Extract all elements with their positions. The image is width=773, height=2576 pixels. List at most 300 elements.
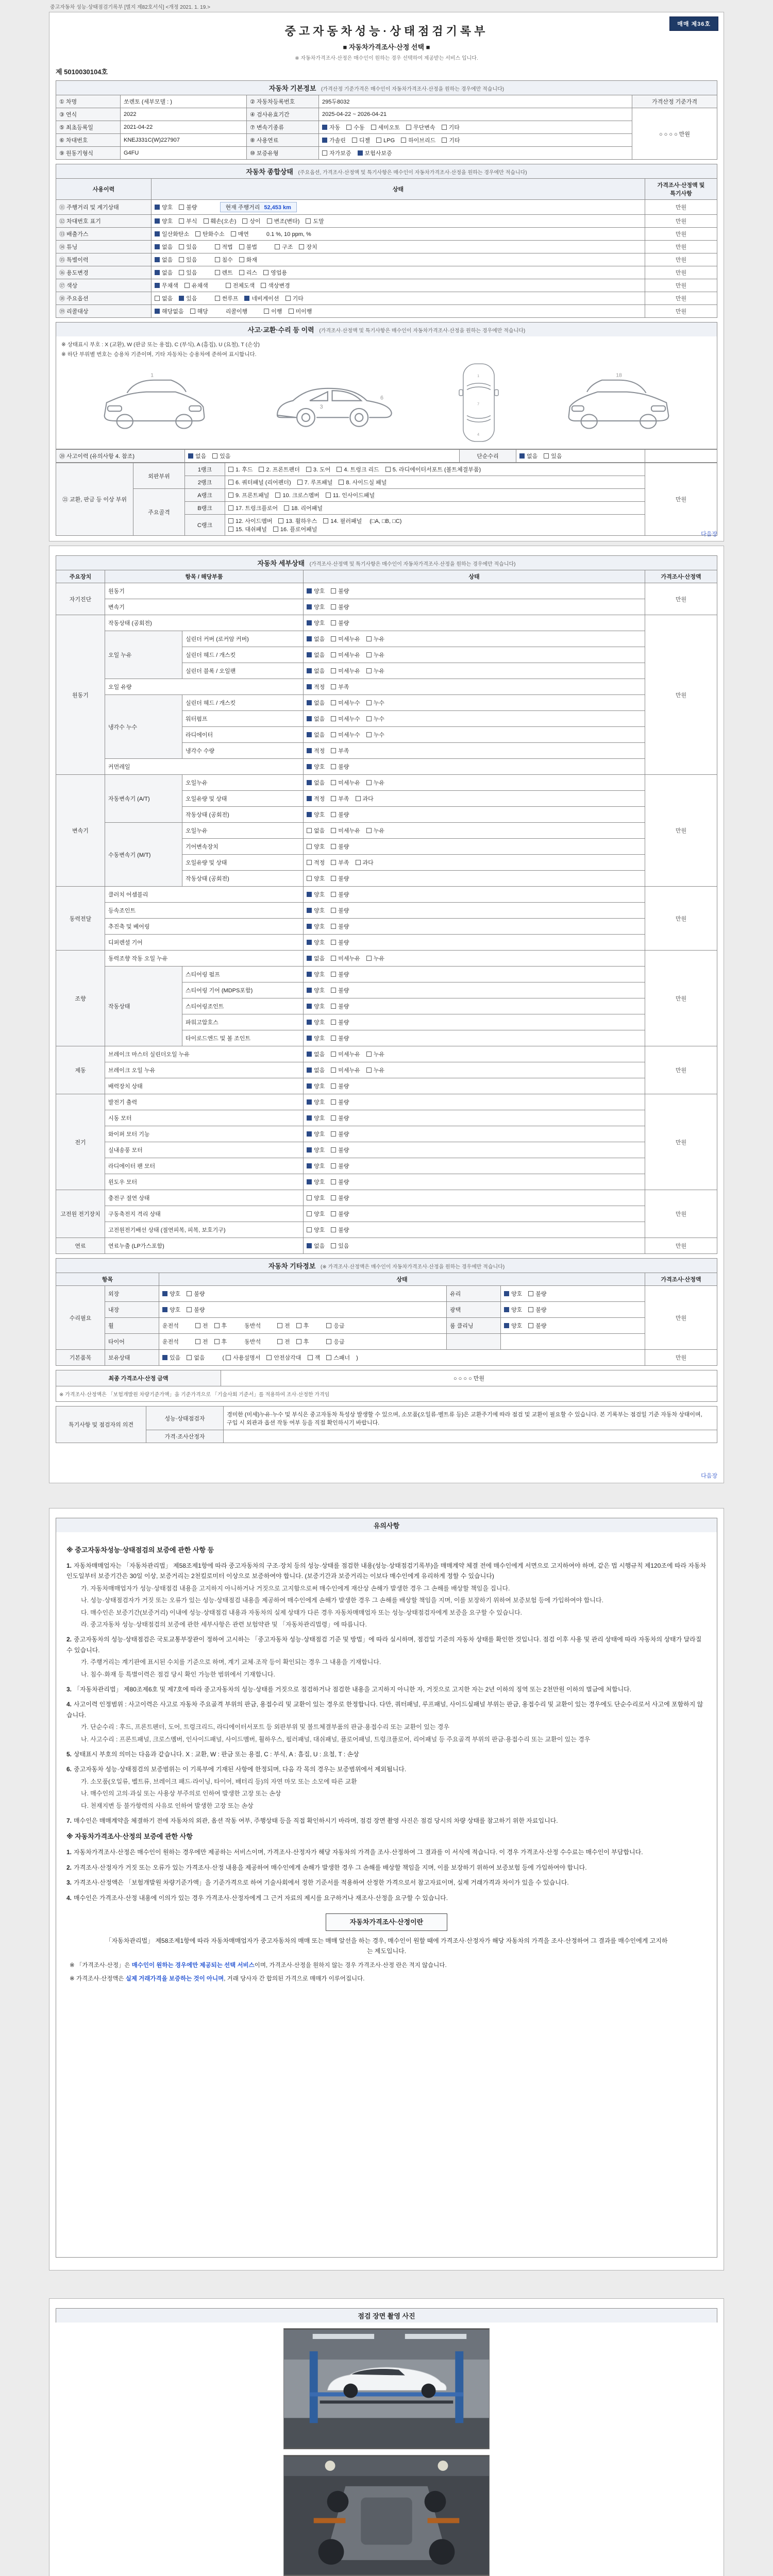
checkbox-option[interactable]: 적법 — [215, 243, 233, 251]
checkbox-option[interactable]: 적정 — [307, 794, 325, 803]
checkbox-option[interactable]: 없음 — [307, 778, 325, 787]
checkbox[interactable] — [307, 732, 312, 737]
checkbox[interactable] — [307, 636, 312, 641]
checkbox-option[interactable]: 불량 — [331, 603, 349, 611]
checkbox[interactable] — [406, 125, 411, 130]
checkbox[interactable] — [195, 1339, 200, 1344]
checkbox-option[interactable]: 썬루프 — [215, 294, 239, 302]
checkbox[interactable] — [266, 1355, 272, 1360]
checkbox[interactable] — [544, 453, 549, 459]
checkbox-option[interactable]: 있음 — [179, 243, 197, 251]
checkbox-option[interactable]: 기타 — [442, 136, 460, 144]
checkbox[interactable] — [331, 604, 336, 609]
checkbox-option[interactable]: 13. 휠하우스 — [278, 517, 317, 525]
checkbox[interactable] — [307, 844, 312, 849]
checkbox-option[interactable]: 2. 프론트펜더 — [259, 465, 299, 473]
checkbox-option[interactable]: 과다 — [356, 794, 374, 803]
checkbox[interactable] — [285, 296, 291, 301]
checkbox-option[interactable]: 불량 — [179, 203, 197, 211]
checkbox[interactable] — [307, 620, 312, 625]
checkbox[interactable] — [331, 940, 336, 945]
checkbox[interactable] — [331, 1195, 336, 1200]
checkbox[interactable] — [331, 1179, 336, 1184]
checkbox[interactable] — [331, 908, 336, 913]
checkbox-option[interactable]: 불량 — [331, 587, 349, 595]
checkbox[interactable] — [366, 956, 372, 961]
checkbox-option[interactable]: 없음 — [155, 294, 173, 302]
checkbox-option[interactable]: 없음 — [307, 699, 325, 707]
checkbox[interactable] — [352, 138, 357, 143]
checkbox[interactable] — [307, 1131, 312, 1137]
checkbox-option[interactable]: 누수 — [366, 699, 384, 707]
checkbox[interactable] — [307, 780, 312, 785]
checkbox-option[interactable]: 상이 — [242, 217, 260, 225]
checkbox[interactable] — [331, 716, 336, 721]
checkbox-option[interactable]: 사용설명서 — [226, 1353, 260, 1362]
checkbox-option[interactable]: 미세누수 — [331, 699, 360, 707]
checkbox-option[interactable]: 불량 — [187, 1306, 205, 1314]
checkbox[interactable] — [331, 684, 336, 689]
next-page-link[interactable]: 다음장 — [701, 531, 717, 537]
checkbox-option[interactable]: 양호 — [307, 970, 325, 978]
checkbox-option[interactable]: 없음 — [187, 1353, 205, 1362]
checkbox[interactable] — [331, 652, 336, 657]
checkbox-option[interactable]: 불량 — [331, 890, 349, 899]
checkbox[interactable] — [307, 652, 312, 657]
checkbox-option[interactable]: 부족 — [331, 683, 349, 691]
checkbox-option[interactable]: 불량 — [331, 762, 349, 771]
checkbox-option[interactable]: 양호 — [307, 938, 325, 946]
checkbox[interactable] — [215, 296, 220, 301]
checkbox-option[interactable]: 양호 — [307, 1194, 325, 1202]
checkbox[interactable] — [179, 270, 184, 275]
checkbox[interactable] — [244, 296, 249, 301]
checkbox-option[interactable]: 없음 — [307, 1242, 325, 1250]
checkbox[interactable] — [239, 270, 244, 275]
checkbox[interactable] — [331, 588, 336, 594]
checkbox-option[interactable]: 양호 — [307, 1130, 325, 1138]
checkbox-option[interactable]: 보험사보증 — [358, 149, 392, 157]
checkbox[interactable] — [366, 636, 372, 641]
checkbox[interactable] — [184, 283, 190, 288]
checkbox-option[interactable]: 누유 — [366, 635, 384, 643]
checkbox-option[interactable]: 후 — [214, 1337, 227, 1346]
checkbox[interactable] — [331, 748, 336, 753]
checkbox[interactable] — [204, 218, 209, 224]
checkbox[interactable] — [307, 684, 312, 689]
checkbox-option[interactable]: 양호 — [307, 603, 325, 611]
checkbox-option[interactable]: 11. 인사이드패널 — [326, 491, 375, 499]
checkbox-option[interactable]: 양호 — [162, 1290, 180, 1298]
checkbox-option[interactable]: 부족 — [331, 858, 349, 867]
checkbox-option[interactable]: 9. 프론트패널 — [228, 491, 269, 499]
checkbox-option[interactable]: 불량 — [331, 1162, 349, 1170]
checkbox-option[interactable]: 불량 — [331, 1018, 349, 1026]
checkbox-option[interactable]: 누유 — [366, 1066, 384, 1074]
checkbox-option[interactable]: 14. 필러패널 — [323, 517, 362, 525]
checkbox[interactable] — [366, 716, 372, 721]
checkbox[interactable] — [226, 1355, 231, 1360]
checkbox[interactable] — [331, 924, 336, 929]
checkbox[interactable] — [307, 764, 312, 769]
checkbox[interactable] — [528, 1307, 533, 1312]
checkbox-option[interactable]: 미세누유 — [331, 635, 360, 643]
checkbox[interactable] — [275, 493, 280, 498]
checkbox-option[interactable]: 장치 — [299, 243, 317, 251]
checkbox[interactable] — [331, 620, 336, 625]
checkbox-option[interactable]: 영업용 — [263, 268, 287, 277]
checkbox[interactable] — [331, 812, 336, 817]
checkbox-option[interactable]: 있음 — [162, 1353, 180, 1362]
checkbox[interactable] — [277, 1323, 282, 1328]
checkbox-option[interactable]: 잭 — [308, 1353, 321, 1362]
checkbox[interactable] — [331, 700, 336, 705]
checkbox[interactable] — [187, 1291, 192, 1296]
checkbox[interactable] — [307, 588, 312, 594]
checkbox[interactable] — [179, 205, 184, 210]
checkbox[interactable] — [307, 876, 312, 881]
checkbox-option[interactable]: 1. 후드 — [228, 465, 253, 473]
checkbox-option[interactable]: 리스 — [239, 268, 257, 277]
checkbox[interactable] — [307, 908, 312, 913]
checkbox-option[interactable]: 불량 — [331, 1114, 349, 1122]
checkbox[interactable] — [155, 257, 160, 262]
checkbox[interactable] — [331, 1052, 336, 1057]
checkbox[interactable] — [307, 1052, 312, 1057]
checkbox[interactable] — [331, 1243, 336, 1248]
next-page-link[interactable]: 다음장 — [701, 1473, 717, 1479]
checkbox-option[interactable]: 6. 쿼터패널 (리어펜더) — [228, 478, 291, 486]
checkbox-option[interactable]: 4. 트렁크 리드 — [337, 465, 379, 473]
checkbox-option[interactable]: 양호 — [307, 1082, 325, 1090]
checkbox[interactable] — [195, 231, 200, 236]
checkbox[interactable] — [366, 700, 372, 705]
checkbox[interactable] — [263, 270, 268, 275]
checkbox-option[interactable]: 해당 — [190, 307, 208, 315]
checkbox-option[interactable]: 미세누유 — [331, 1066, 360, 1074]
checkbox[interactable] — [215, 270, 220, 275]
checkbox-option[interactable]: 누유 — [366, 667, 384, 675]
checkbox-option[interactable]: 훼손(오손) — [204, 217, 237, 225]
checkbox[interactable] — [296, 1339, 301, 1344]
checkbox-option[interactable]: 불량 — [331, 1210, 349, 1218]
checkbox[interactable] — [307, 1036, 312, 1041]
checkbox[interactable] — [308, 1355, 313, 1360]
checkbox-option[interactable]: 불량 — [331, 1226, 349, 1234]
checkbox-option[interactable]: 12. 사이드멤버 — [228, 517, 272, 525]
checkbox[interactable] — [339, 480, 344, 485]
checkbox[interactable] — [322, 150, 327, 156]
checkbox-option[interactable]: 7. 루프패널 — [297, 478, 333, 486]
checkbox-option[interactable]: 18. 리어패널 — [284, 504, 323, 512]
checkbox[interactable] — [504, 1323, 509, 1328]
checkbox[interactable] — [307, 668, 312, 673]
checkbox[interactable] — [307, 828, 312, 833]
checkbox[interactable] — [504, 1291, 509, 1296]
checkbox[interactable] — [528, 1291, 533, 1296]
checkbox-option[interactable]: 불량 — [187, 1290, 205, 1298]
checkbox-option[interactable]: 불량 — [331, 874, 349, 883]
checkbox-option[interactable]: 없음 — [155, 256, 173, 264]
checkbox[interactable] — [442, 138, 447, 143]
checkbox[interactable] — [323, 518, 328, 523]
checkbox-option[interactable]: 양호 — [307, 1018, 325, 1026]
checkbox-option[interactable]: 양호 — [307, 1098, 325, 1106]
checkbox[interactable] — [228, 480, 233, 485]
checkbox-option[interactable]: 양호 — [504, 1321, 522, 1330]
checkbox[interactable] — [307, 972, 312, 977]
checkbox[interactable] — [155, 309, 160, 314]
checkbox[interactable] — [155, 283, 160, 288]
checkbox-option[interactable]: 불량 — [331, 938, 349, 946]
checkbox-option[interactable]: 15. 대쉬패널 — [228, 525, 267, 533]
checkbox-option[interactable]: 미이행 — [289, 307, 312, 315]
checkbox[interactable] — [331, 956, 336, 961]
checkbox-option[interactable]: 부족 — [331, 747, 349, 755]
checkbox-option[interactable]: 불량 — [528, 1306, 546, 1314]
checkbox-option[interactable]: 미세누유 — [331, 778, 360, 787]
checkbox[interactable] — [331, 876, 336, 881]
checkbox-option[interactable]: 불량 — [331, 986, 349, 994]
checkbox-option[interactable]: 양호 — [307, 1002, 325, 1010]
checkbox[interactable] — [442, 125, 447, 130]
checkbox-option[interactable]: 3. 도어 — [306, 465, 330, 473]
checkbox-option[interactable]: 양호 — [307, 619, 325, 627]
checkbox-option[interactable]: 전 — [277, 1337, 290, 1346]
checkbox-option[interactable]: 기타 — [285, 294, 304, 302]
checkbox[interactable] — [155, 270, 160, 275]
checkbox-option[interactable]: 부족 — [331, 794, 349, 803]
checkbox[interactable] — [331, 1131, 336, 1137]
checkbox-option[interactable]: 있음 — [331, 1242, 349, 1250]
checkbox-option[interactable]: 없음 — [307, 651, 325, 659]
checkbox-option[interactable]: 미세누유 — [331, 667, 360, 675]
checkbox-option[interactable]: 도말 — [306, 217, 324, 225]
checkbox-option[interactable]: 네비게이션 — [244, 294, 279, 302]
checkbox-option[interactable]: 불량 — [331, 619, 349, 627]
checkbox[interactable] — [307, 892, 312, 897]
checkbox[interactable] — [307, 1067, 312, 1073]
checkbox-option[interactable]: 이행 — [264, 307, 282, 315]
checkbox[interactable] — [331, 1211, 336, 1216]
checkbox-option[interactable]: 불량 — [528, 1321, 546, 1330]
checkbox-option[interactable]: 전 — [277, 1321, 290, 1330]
checkbox[interactable] — [264, 309, 269, 314]
checkbox[interactable] — [331, 892, 336, 897]
checkbox-option[interactable]: 무채색 — [155, 281, 178, 290]
checkbox-option[interactable]: 해당없음 — [155, 307, 184, 315]
checkbox-option[interactable]: 없음 — [307, 1050, 325, 1058]
checkbox-option[interactable]: 양호 — [155, 203, 173, 211]
checkbox[interactable] — [371, 125, 376, 130]
checkbox-option[interactable]: 후 — [296, 1337, 309, 1346]
checkbox-option[interactable]: 누유 — [366, 651, 384, 659]
checkbox-option[interactable]: 탄화수소 — [195, 230, 225, 238]
checkbox[interactable] — [187, 1355, 192, 1360]
checkbox-option[interactable]: 세미오토 — [371, 123, 400, 131]
checkbox[interactable] — [519, 453, 525, 459]
checkbox-option[interactable]: 기타 — [442, 123, 460, 131]
checkbox[interactable] — [307, 748, 312, 753]
checkbox[interactable] — [356, 860, 361, 865]
checkbox[interactable] — [190, 309, 195, 314]
checkbox[interactable] — [358, 150, 363, 156]
checkbox[interactable] — [307, 796, 312, 801]
checkbox[interactable] — [242, 218, 247, 224]
checkbox[interactable] — [331, 780, 336, 785]
checkbox-option[interactable]: 자가보증 — [322, 149, 351, 157]
checkbox-option[interactable]: 무단변속 — [406, 123, 435, 131]
checkbox-option[interactable]: 매연 — [231, 230, 249, 238]
checkbox-option[interactable]: 양호 — [307, 986, 325, 994]
checkbox[interactable] — [331, 860, 336, 865]
checkbox[interactable] — [307, 700, 312, 705]
checkbox[interactable] — [366, 1067, 372, 1073]
checkbox[interactable] — [228, 467, 233, 472]
checkbox[interactable] — [239, 244, 244, 249]
checkbox[interactable] — [228, 493, 233, 498]
checkbox-option[interactable]: 불량 — [528, 1290, 546, 1298]
checkbox[interactable] — [307, 1211, 312, 1216]
checkbox-option[interactable]: 10. 크로스멤버 — [275, 491, 319, 499]
checkbox[interactable] — [307, 1004, 312, 1009]
checkbox-option[interactable]: 응급 — [326, 1337, 344, 1346]
checkbox-option[interactable]: 없음 — [307, 1066, 325, 1074]
checkbox[interactable] — [155, 231, 160, 236]
checkbox[interactable] — [187, 1307, 192, 1312]
checkbox-option[interactable]: 5. 라디에이터서포트 (볼트체결부품) — [385, 465, 481, 473]
checkbox[interactable] — [322, 138, 327, 143]
checkbox-option[interactable]: 양호 — [307, 1210, 325, 1218]
checkbox[interactable] — [366, 668, 372, 673]
checkbox[interactable] — [155, 218, 160, 224]
checkbox-option[interactable]: LPG — [376, 138, 395, 144]
checkbox-option[interactable]: 누유 — [366, 778, 384, 787]
checkbox[interactable] — [306, 218, 311, 224]
checkbox[interactable] — [326, 1339, 331, 1344]
checkbox[interactable] — [385, 467, 391, 472]
checkbox[interactable] — [331, 1020, 336, 1025]
checkbox[interactable] — [297, 480, 303, 485]
checkbox-option[interactable]: 불량 — [331, 1098, 349, 1106]
checkbox-option[interactable]: 적정 — [307, 747, 325, 755]
checkbox-option[interactable]: 수동 — [346, 123, 364, 131]
checkbox-option[interactable]: 자동 — [322, 123, 340, 131]
checkbox-option[interactable]: 불량 — [331, 906, 349, 914]
checkbox[interactable] — [296, 1323, 301, 1328]
checkbox-option[interactable]: 미세누유 — [331, 1050, 360, 1058]
checkbox-option[interactable]: 17. 트렁크플로어 — [228, 504, 278, 512]
checkbox-option[interactable]: 구조 — [275, 243, 293, 251]
checkbox[interactable] — [337, 467, 342, 472]
checkbox-option[interactable]: 불량 — [331, 1178, 349, 1186]
checkbox[interactable] — [331, 828, 336, 833]
checkbox[interactable] — [326, 1355, 331, 1360]
checkbox[interactable] — [284, 505, 289, 511]
checkbox[interactable] — [307, 860, 312, 865]
checkbox-option[interactable]: 불량 — [331, 842, 349, 851]
checkbox-option[interactable]: 후 — [296, 1321, 309, 1330]
checkbox-option[interactable]: 양호 — [307, 890, 325, 899]
checkbox[interactable] — [331, 1036, 336, 1041]
checkbox-option[interactable]: 양호 — [307, 1114, 325, 1122]
checkbox[interactable] — [366, 652, 372, 657]
checkbox[interactable] — [307, 1099, 312, 1105]
checkbox-option[interactable]: 있음 — [179, 268, 197, 277]
checkbox[interactable] — [162, 1307, 167, 1312]
checkbox[interactable] — [307, 1147, 312, 1153]
checkbox[interactable] — [307, 1163, 312, 1168]
checkbox-option[interactable]: 없음 — [188, 452, 206, 460]
checkbox[interactable] — [278, 518, 283, 523]
checkbox[interactable] — [331, 636, 336, 641]
checkbox[interactable] — [331, 796, 336, 801]
checkbox[interactable] — [231, 231, 236, 236]
checkbox-option[interactable]: 색상변경 — [261, 281, 290, 290]
checkbox[interactable] — [261, 283, 266, 288]
checkbox[interactable] — [331, 1083, 336, 1089]
checkbox-option[interactable]: 불법 — [239, 243, 257, 251]
checkbox[interactable] — [214, 1323, 220, 1328]
checkbox-option[interactable]: 불량 — [331, 1194, 349, 1202]
checkbox[interactable] — [356, 796, 361, 801]
checkbox[interactable] — [228, 505, 233, 511]
checkbox[interactable] — [331, 1227, 336, 1232]
checkbox[interactable] — [376, 138, 381, 143]
checkbox-option[interactable]: 양호 — [504, 1290, 522, 1298]
checkbox-option[interactable]: 후 — [214, 1321, 227, 1330]
checkbox[interactable] — [307, 1243, 312, 1248]
checkbox[interactable] — [307, 1115, 312, 1121]
checkbox-option[interactable]: 일산화탄소 — [155, 230, 189, 238]
checkbox[interactable] — [212, 453, 217, 459]
checkbox[interactable] — [179, 257, 184, 262]
checkbox-option[interactable]: 하이브리드 — [401, 136, 435, 144]
checkbox-option[interactable]: 가솔린 — [322, 136, 346, 144]
checkbox-option[interactable]: 누유 — [366, 1050, 384, 1058]
checkbox[interactable] — [155, 205, 160, 210]
checkbox[interactable] — [331, 988, 336, 993]
checkbox[interactable] — [289, 309, 294, 314]
checkbox-option[interactable]: 불량 — [331, 1082, 349, 1090]
checkbox-option[interactable]: 양호 — [155, 217, 173, 225]
checkbox[interactable] — [307, 924, 312, 929]
checkbox[interactable] — [331, 1099, 336, 1105]
checkbox-option[interactable]: 불량 — [331, 1146, 349, 1154]
checkbox[interactable] — [155, 296, 160, 301]
checkbox[interactable] — [195, 1323, 200, 1328]
checkbox[interactable] — [307, 940, 312, 945]
checkbox-option[interactable]: 양호 — [307, 1178, 325, 1186]
checkbox[interactable] — [307, 716, 312, 721]
checkbox-option[interactable]: 유채색 — [184, 281, 208, 290]
checkbox[interactable] — [326, 1323, 331, 1328]
checkbox-option[interactable]: 양호 — [307, 874, 325, 883]
checkbox[interactable] — [366, 732, 372, 737]
checkbox[interactable] — [162, 1291, 167, 1296]
checkbox[interactable] — [331, 668, 336, 673]
checkbox[interactable] — [162, 1355, 167, 1360]
checkbox-option[interactable]: 미세누유 — [331, 954, 360, 962]
checkbox-option[interactable]: 전체도색 — [226, 281, 255, 290]
checkbox[interactable] — [299, 244, 304, 249]
checkbox-option[interactable]: 양호 — [307, 762, 325, 771]
checkbox-option[interactable]: 양호 — [307, 1162, 325, 1170]
checkbox-option[interactable]: 불량 — [331, 970, 349, 978]
checkbox-option[interactable]: 없음 — [519, 452, 537, 460]
checkbox-option[interactable]: 스패너 — [326, 1353, 350, 1362]
checkbox[interactable] — [504, 1307, 509, 1312]
